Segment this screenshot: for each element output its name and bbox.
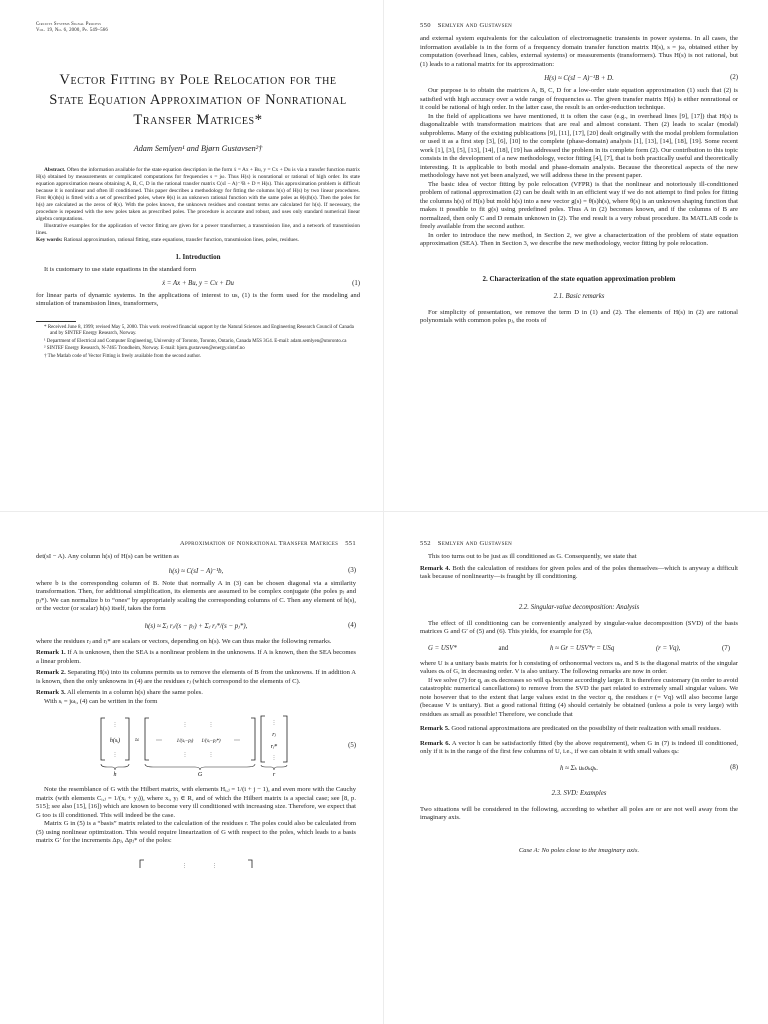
remark-6	[420, 740, 738, 757]
h-left-bracket	[101, 718, 105, 760]
r-entry-rjstar: rⱼ*	[270, 744, 278, 750]
intro-text-2: for linear parts of dynamic systems. In the applications of interest to us, (1) is the form used for the modeling and simulation of transmission lines, transformers,	[36, 291, 360, 307]
running-head-text: Semlyen and Gustavsen	[437, 22, 513, 29]
matrix-equation-figure	[81, 714, 311, 776]
keywords-text: Rational approximation, rational fitting, state equations, transfer function, transmission lines, poles, residues.	[63, 237, 299, 243]
page-549	[0, 0, 384, 512]
equation-4-label: (4)	[348, 621, 356, 629]
abstract	[36, 167, 360, 223]
h-si-entry: h(sᵢ)	[109, 738, 121, 744]
equation-7-right: (r = Vq),	[655, 644, 681, 652]
r-left-bracket	[261, 716, 265, 762]
G-label: G	[197, 772, 203, 776]
journal-line-2: Vol. 19, No. 6, 2000, Pp. 549–566	[36, 28, 108, 33]
page-552	[384, 512, 768, 1024]
journal-line-1: Circuits Systems Signal Process	[36, 22, 102, 27]
remark-2	[36, 669, 356, 686]
paragraph: det(sI − A). Any column h(s) of H(s) can be written as	[36, 553, 179, 560]
equation-8-label: (8)	[730, 763, 738, 771]
paragraph: This too turns out to be just as ill conditioned as G. Consequently, we state that	[428, 553, 637, 560]
remark-text: Good rational approximations are predicated on the possibility of their realization with small residues.	[451, 725, 721, 732]
section-2-heading: 2. Characterization of the state equation approximation problem	[482, 274, 676, 283]
remark-3	[36, 689, 356, 698]
approx-symbol: ≈	[135, 736, 139, 744]
vertical-dots: ⋮	[182, 723, 188, 728]
G-left-bracket	[145, 718, 149, 760]
equation-2	[420, 74, 738, 82]
paragraph: Our purpose is to obtain the matrices A, B, C, D for a low-order state equation approximation (1) such that (2) is satisfied with high accuracy over a wide range of frequencies ω. The given transfer matrix H(s) is either nonrational or it could be rational of high order. In the latter case, the result is an order-reduction technique.	[420, 87, 738, 111]
paragraph: The basic idea of vector fitting by pole relocation (VFPR) is that the nonlinear and notoriously ill-conditioned problem of rational approximation (2) can be dealt with in an efficient way if we do not attempt to find poles for fitting the columns h(s) of H(s) but mold h(s) into a new vector g(s) = θ(s)h(s), where θ(s) is an unknown shaping function that makes it possible to fit g(s) using predefined poles. Thus A in (2) becomes known, and if the columns of B are normalized, then only C and D remain unknown in (2). The end result is a very robust procedure. Its MATLAB code is freely available from the second author.	[420, 180, 738, 230]
remark-text: A vector h can be satisfactorily fitted (by the above requirement), when G in (7) is indeed ill conditioned, only if it is in the range of the first few columns of U, i.e., if we can obtain it with small values qₖ:	[420, 739, 738, 755]
equation-7	[428, 645, 730, 652]
remark-label: Remark 1.	[36, 649, 66, 656]
abstract-label: Abstract.	[44, 167, 66, 173]
subsection-heading: 2.3. SVD: Examples	[551, 789, 607, 797]
footnote: † The Matlab code of Vector Fitting is freely available from the second author.	[44, 353, 201, 359]
r-label: r	[272, 772, 276, 776]
remark-text: All elements in a column h(s) share the same poles.	[66, 689, 203, 696]
vertical-dots: ⋮	[271, 756, 277, 761]
equation-2-label: (2)	[730, 74, 738, 81]
footnote: ¹ Department of Electrical and Computer Engineering, University of Toronto, Toronto, Ontario, Canada M5S 3G4. E-mail: adam.semlyen@utoronto.ca	[44, 338, 347, 344]
horizontal-dots: ⋯	[156, 738, 162, 744]
running-head	[420, 540, 738, 547]
remark-1	[36, 649, 356, 666]
G-entry-2: 1/(sᵢ−pⱼ*)	[201, 739, 221, 744]
vertical-dots: ⋮	[208, 723, 214, 728]
svg-text:⋮: ⋮	[182, 863, 187, 868]
equation-1-label: (1)	[352, 279, 360, 287]
equation-1-body: ẋ = Ax + Bu, y = Cx + Du	[162, 279, 234, 287]
vertical-dots: ⋮	[208, 753, 214, 758]
paragraph: where b is the corresponding column of B. Note that normally A in (3) can be chosen diagonal via a similarity transformation. Then, for additional simplification, its elements are assumed to be complex conjugate (the poles pⱼ and pⱼ*). We can normalize b to “ones” by appropriately scaling the corresponding columns of C. Then any element of h(s), or the vector (or scalar) h(s) itself, takes the form	[36, 579, 356, 612]
abstract-text: Often the information available for the state equation description in the form ẋ = Ax + Bu, y = Cx + Du is via a transfer function matrix H(s) obtained by measurements or complicated computations for frequencies s = jω. Thus H(s) is nonrational or rational of high order. Its state equation approximation means obtaining A, B, C, D in the rational transfer matrix C(sI − A)⁻¹B + D ≈ H(s). This approximation problem is difficult because it is nonlinear and often ill conditioned. This paper describes a methodology for fitting the columns h(s) of H(s) by two linear procedures. First θ(s)h(s) is fitted with a set of prescribed poles, where θ(s) is an unknown rational function with the same poles as θ(s)h(s). Then the poles for h(s) are calculated as the zeros of θ(s). With the poles known, the unknown residues and constant terms are calculated for h(s). If necessary, the procedure is repeated with the new poles taken as prescribed poles. The procedure is accurate and robust, and uses only standard numerical linear algebra computations.	[36, 167, 360, 222]
next-matrix-fragment	[136, 858, 256, 868]
case-heading: Case A: No poles close to the imaginary axis.	[518, 846, 640, 854]
remark-label: Remark 6.	[420, 739, 451, 747]
running-head-text: Approximation of Nonrational Transfer Matrices	[179, 540, 339, 547]
remark-text: Both the calculation of residues for given poles and of the poles themselves—which is anyway a difficult task because of nonlinearity—is fraught by ill conditioning.	[420, 564, 739, 580]
footnote: ² SINTEF Energy Research, N-7465 Trondheim, Norway. E-mail: bjorn.gustavsen@energy.sintef.no	[44, 346, 245, 351]
equation-8	[420, 764, 738, 772]
paragraph: and external system equivalents for the calculation of electromagnetic transients in power systems. In all cases, the information available is in the form of a frequency domain transfer function matrix H(s), s = jω, obtained either by computation (overhead lines, cables, external systems) or measurements (transformers). Thus H(s) is not rational, but (1) leads to a rational matrix for its approximation:	[420, 35, 738, 68]
subsection-heading: 2.1. Basic remarks	[553, 292, 605, 300]
intro-text: It is customary to use state equations in the standard form	[44, 266, 196, 273]
running-head	[420, 22, 738, 29]
remark-5	[420, 725, 738, 734]
paragraph: In the field of applications we have mentioned, it is often the case (e.g., in overhead lines [9], [17]) that H(s) is diagonalizable with transformation matrices that are real and almost constant. Then (2) leads to scalar (modal) subproblems. Many of the existing publications [9], [11], [17], [20] dealt originally with the modal problem formulation or used it as a first step [3], [6], [10] to the complete (phase-domain) analysis [1], [13], [14], [18], [19]. Some recent work [1], [3], [5], [13], [14], [18], [19] has addressed the problem in its complete form (2). Our contribution to this topic consists in the development of a new methodology, vector fitting [4], [7], that is both practically useful and theoretically interesting. It is applicable to both modal and phase-domain analysis. Because the theoretical aspects of the new methodology have not yet been analyzed, we will address these in the present paper.	[420, 112, 738, 179]
equation-7-mid: h ≈ Gr = USV*r = USq	[549, 644, 615, 652]
vertical-dots: ⋮	[271, 721, 277, 726]
section-1-heading: 1. Introduction	[175, 253, 221, 261]
equation-3-label: (3)	[348, 566, 356, 574]
abstract-illustrative: Illustrative examples for the application of vector fitting are given for a power transformer, a transmission line, and a network of transmission lines.	[36, 223, 360, 236]
remark-label: Remark 2.	[36, 669, 66, 676]
G-entry-1: 1/(sᵢ−pⱼ)	[176, 739, 194, 744]
equation-7-and: and	[498, 644, 509, 652]
vertical-dots: ⋮	[182, 753, 188, 758]
paragraph: Matrix G in (5) is a “basis” matrix related to the calculation of the residues r. The poles could also be calculated from (5) using nonlinear optimization. This would require linearization of G with respect to the poles, which leads to a basis matrix G′ for the increments Δpⱼ, Δpⱼ* of the poles:	[36, 820, 356, 844]
page-550	[384, 0, 768, 512]
equation-5-label: (5)	[348, 742, 356, 749]
remark-label: Remark 3.	[36, 689, 66, 696]
paragraph: Two situations will be considered in the following, according to whether all poles are or are not well away from the imaginary axis.	[420, 805, 738, 821]
running-head-text: Semlyen and Gustavsen	[437, 540, 513, 547]
running-head	[36, 540, 356, 547]
h-label: h	[113, 772, 117, 776]
paragraph: In order to introduce the new method, in Section 2, we give a characterization of the problem of state equation approximation (SEA). Then in Section 3, we describe the new methodology, vector fitting by pole relocation.	[420, 231, 738, 247]
page-number: 552	[420, 540, 431, 547]
r-underbrace	[261, 765, 287, 770]
paragraph: With sᵢ = jωᵢ, (4) can be written in the form	[44, 697, 158, 705]
remark-label: Remark 5.	[420, 725, 450, 732]
paper-authors: Adam Semlyen¹ and Bjørn Gustavsen²†	[133, 144, 263, 153]
footnote: * Received June 8, 1999; revised May 5, 2000. This work received financial support by the Natural Sciences and Engineering Research Council of Canada and by SINTEF Energy Research, Norway.	[44, 324, 354, 336]
keywords-label: Key words:	[36, 237, 63, 243]
paragraph: where the residues rⱼ and rⱼ* are scalars or vectors, depending on h(s). We can thus make the following remarks.	[36, 637, 332, 645]
equation-7-left: G = USV*	[428, 644, 457, 652]
page-number: 551	[345, 540, 356, 547]
paragraph: If we solve (7) for q, as σₖ decreases so will qₖ become accordingly larger. It is therefore customary (in order to avoid catastrophic numerical cancellations) to remove from the SVD the part related to extremely small singular values. We note however that to the extent that large values exist in the vector q, the residues r (= Vq) will also become large (because V is unitary). But a good rational fitting (4) should certainly be obtained (unless a pole is very large) with residues as small as possible! Therefore, we conclude that	[420, 676, 738, 718]
paragraph: For simplicity of presentation, we remove the term D in (1) and (2). The elements of H(s) in (2) are rational polynomials with common poles pⱼ, the roots of	[420, 308, 738, 324]
equation-7-label: (7)	[722, 644, 730, 652]
equation-2-body: H(s) ≈ C(sI − A)⁻¹B + D.	[544, 75, 614, 82]
h-right-bracket	[125, 718, 129, 760]
paragraph: The effect of ill conditioning can be conveniently analyzed by singular-value decomposition (SVD) of the basis matrices G and G′ of (5) and (6). This yields, for example for (5),	[420, 619, 738, 635]
keywords	[36, 237, 360, 244]
vertical-dots: ⋮	[112, 753, 118, 758]
paper-title: Vector Fitting by Pole Relocation for the State Equation Approximation of Nonrational Transfer Matrices*	[49, 72, 347, 128]
equation-3	[36, 567, 356, 575]
horizontal-dots: ⋯	[234, 738, 240, 744]
r-right-bracket	[283, 716, 287, 762]
equation-4	[36, 622, 356, 630]
equation-5	[36, 714, 356, 776]
h-underbrace	[101, 764, 129, 770]
remark-4	[420, 565, 738, 582]
footnote-rule	[36, 321, 76, 322]
remark-label: Remark 4.	[420, 564, 451, 572]
paragraph: Note the resemblance of G with the Hilbert matrix, with elements Hᵢ,ⱼ = 1/(i + j − 1), and even more with the Cauchy matrix (with elements Cᵢ,ⱼ = 1/(xᵢ + yⱼ)), where xᵢ, yⱼ ∈ R, and of which the Hilbert matrix is a special case; see [8, p. 515]; see also [15], [16]) which are known to become very ill conditioned with increasing size. Therefore, we expect that G too is ill conditioned. This will indeed be the case.	[36, 786, 356, 819]
page-551	[0, 512, 384, 1024]
r-entry-rj: rⱼ	[272, 732, 276, 738]
svg-text:⋮: ⋮	[212, 863, 217, 868]
equation-3-body: h(s) ≈ C(sI − A)⁻¹b,	[168, 567, 224, 575]
equation-4-body: h(s) ≈ Σⱼ rⱼ/(s − pⱼ) + Σⱼ rⱼ*/(s − pⱼ*),	[144, 622, 248, 630]
equation-8-body: h ≈ Σₖ uₖσₖqₖ.	[559, 764, 599, 772]
equation-1	[36, 280, 360, 287]
G-right-bracket	[251, 718, 255, 760]
subsection-heading: 2.2. Singular-value decomposition: Analysis	[518, 603, 640, 611]
vertical-dots: ⋮	[112, 723, 118, 728]
page-number: 550	[420, 22, 431, 29]
remark-text: If A is unknown, then the SEA is a nonlinear problem in the unknowns. If A is known, then the SEA becomes a linear problem.	[36, 649, 356, 665]
remark-text: Separating H(s) into its columns permits us to remove the elements of B from the unknowns. If in addition A is known, then the only unknowns in (4) are the residues rⱼ (which correspond to the elements of C).	[36, 669, 357, 685]
G-underbrace	[145, 764, 255, 770]
paragraph: where U is a unitary basis matrix for h consisting of orthonormal vectors uₖ, and S is the diagonal matrix of the singular values σₖ of G, in decreasing order. V is also unitary. The following remarks are now in order.	[420, 659, 738, 675]
